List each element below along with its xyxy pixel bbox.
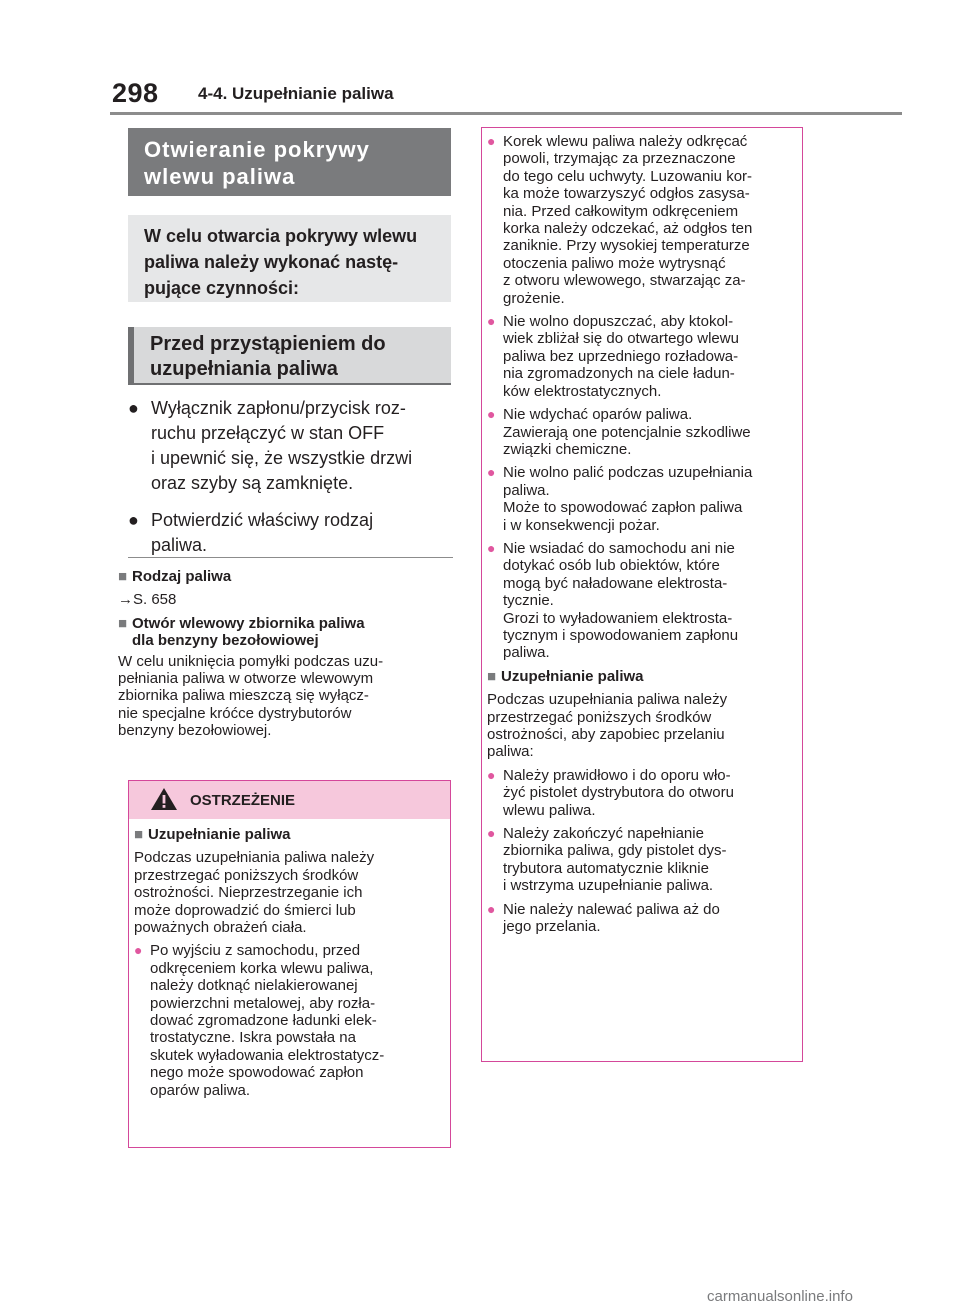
text-line: dować zgromadzone ładunki elek-	[150, 1012, 377, 1030]
header-rule	[110, 112, 902, 115]
text-line: benzyny bezołowiowej.	[118, 722, 272, 740]
text-line: skutek wyładowania elektrostatycz-	[150, 1046, 385, 1064]
chapter-title: 4-4. Uzupełnianie paliwa	[198, 84, 394, 103]
list-item	[487, 901, 799, 936]
note-paragraph	[118, 653, 454, 740]
text-line: powoli, trzymając za przeznaczone	[503, 150, 736, 168]
bullet-icon: ●	[487, 766, 496, 783]
note-heading-text: Rodzaj paliwa	[132, 568, 232, 585]
intro-line: paliwa należy wykonać nastę-	[144, 252, 399, 272]
text-line: W celu uniknięcia pomyłki podczas uzu-	[118, 652, 384, 670]
text-line: Należy prawidłowo i do oporu wło-	[503, 766, 731, 784]
square-bullet-icon: ■	[134, 826, 144, 843]
bullet-icon: ●	[487, 313, 496, 330]
bullet-icon: ●	[487, 539, 496, 556]
text-line: zaniknie. Przy wysokiej temperaturze	[503, 237, 750, 255]
text-line: związki chemiczne.	[503, 440, 632, 458]
text-line: Korek wlewu paliwa należy odkręcać	[503, 133, 748, 150]
text-line: z otworu wlewowego, stwarzając za-	[503, 272, 746, 290]
text-line: powierzchni metalowej, aby rozła-	[150, 994, 376, 1012]
text-line: jego przelania.	[503, 918, 601, 936]
heading-line: Otwieranie pokrywy	[144, 137, 370, 162]
text-line: ka może towarzyszyć odgłos zasysa-	[503, 185, 750, 203]
list-line: Potwierdzić właściwy rodzaj	[151, 510, 374, 530]
heading-line: uzupełniania paliwa	[150, 358, 338, 380]
heading-line: wlewu paliwa	[144, 164, 296, 189]
watermark: carmanualsonline.info	[707, 1288, 853, 1305]
heading-line: Przed przystąpieniem do	[150, 333, 386, 355]
text-line: Nie wolno dopuszczać, aby ktokol-	[503, 313, 734, 331]
text-line: Zawierają one potencjalnie szkodliwe	[503, 423, 751, 441]
warning-label: OSTRZEŻENIE	[190, 792, 296, 809]
text-line: Należy zakończyć napełnianie	[503, 825, 704, 843]
text-line: zbiornika paliwa, gdy pistolet dys-	[503, 842, 727, 860]
divider	[128, 557, 453, 558]
list-item	[487, 464, 799, 534]
bullet-icon: ●	[134, 942, 143, 959]
note-heading-filler-opening	[118, 615, 454, 650]
list-item	[487, 406, 799, 458]
subsection-heading-before-refuel	[128, 327, 451, 385]
text-line: tycznie.	[503, 592, 554, 610]
list-item	[134, 942, 446, 1099]
warning-body	[134, 826, 446, 1099]
text-line: Po wyjściu z samochodu, przed	[150, 942, 361, 960]
text-line: odkręceniem korka wlewu paliwa,	[150, 959, 374, 977]
text-line: poważnych obrażeń ciała.	[134, 919, 307, 937]
section-heading-opening	[128, 128, 451, 196]
text-line: paliwa:	[487, 743, 534, 761]
text-line: mogą być naładowane elektrosta-	[503, 574, 728, 592]
text-line: pełniania paliwa w otworze wlewowym	[118, 670, 374, 688]
warning-intro	[134, 849, 446, 936]
text-line: paliwa bez uprzedniego rozładowa-	[503, 347, 739, 365]
text-line: Nie należy nalewać paliwa aż do	[503, 900, 720, 918]
warning-triangle-icon	[150, 787, 178, 811]
page-number: 298	[112, 78, 159, 108]
bullet-icon: ●	[487, 406, 496, 423]
list-line: oraz szyby są zamknięte.	[151, 473, 354, 493]
intro-line: pujące czynności:	[144, 278, 300, 298]
text-line: dotykać osób lub obiektów, które	[503, 557, 720, 575]
list-item	[487, 825, 799, 895]
text-line: do tego celu uchwyty. Luzowaniu kor-	[503, 167, 753, 185]
text-line: wiek zbliżał się do otwartego wlewu	[503, 330, 739, 348]
list-item	[487, 767, 799, 819]
list-line: ruchu przełączyć w stan OFF	[151, 423, 385, 443]
text-line: nia zgromadzonych na ciele ładun-	[503, 365, 735, 383]
text-line: nia. Przed całkowitym odkręceniem	[503, 202, 739, 220]
warning-section-heading	[487, 668, 799, 685]
text-line: Nie wsiadać do samochodu ani nie	[503, 539, 735, 557]
text-line: oparów paliwa.	[150, 1081, 251, 1099]
page-reference[interactable]: →S. 658	[118, 591, 177, 609]
bullet-icon: ●	[128, 510, 139, 530]
text-line: żyć pistolet dystrybutora do otworu	[503, 784, 734, 802]
text-line: i w konsekwencji pożar.	[503, 516, 660, 534]
text-line: może doprowadzić do śmierci lub	[134, 901, 356, 919]
note-heading-text: Otwór wlewowy zbiornika paliwa	[132, 614, 365, 632]
heading-text: Uzupełnianie paliwa	[148, 826, 291, 843]
text-line: ostrożności. Nieprzestrzeganie ich	[134, 884, 363, 902]
text-line: Podczas uzupełniania paliwa należy	[487, 691, 728, 709]
text-line: Może to spowodować zapłon paliwa	[503, 499, 743, 517]
note-heading-fuel-type	[118, 568, 454, 585]
square-bullet-icon: ■	[118, 614, 128, 632]
text-line: należy dotknąć nielakierowanej	[150, 977, 358, 995]
bullet-icon: ●	[487, 900, 496, 917]
warning-body-continued	[487, 133, 799, 935]
text-line: trostatyczne. Iskra powstała na	[150, 1029, 356, 1047]
list-line: Wyłącznik zapłonu/przycisk roz-	[151, 398, 406, 418]
text-line: paliwa.	[503, 481, 550, 499]
list-item	[487, 313, 799, 400]
intro-box	[128, 215, 451, 302]
bullet-icon: ●	[487, 825, 496, 842]
text-line: Nie wdychać oparów paliwa.	[503, 406, 693, 424]
list-item	[487, 133, 799, 307]
warning-intro	[487, 691, 799, 761]
text-line: trybutora automatycznie kliknie	[503, 859, 709, 877]
text-line: Nie wolno palić podczas uzupełniania	[503, 464, 753, 482]
list-item	[487, 540, 799, 662]
warning-section-heading	[134, 826, 446, 843]
text-line: grożenie.	[503, 289, 565, 307]
text-line: ostrożności, aby zapobiec przelaniu	[487, 726, 725, 743]
list-item	[128, 396, 453, 496]
text-line: korka należy odczekać, aż odgłos ten	[503, 220, 753, 238]
text-line: zbiornika paliwa mieszczą się wyłącz-	[118, 687, 369, 705]
text-line: i wstrzyma uzupełnianie paliwa.	[503, 877, 714, 895]
bullet-icon: ●	[487, 464, 496, 481]
text-line: otoczenia paliwo może wytrysnąć	[503, 254, 726, 272]
text-line: paliwa.	[503, 644, 550, 662]
text-line: przestrzegać poniższych środków	[134, 866, 359, 884]
text-line: tycznym i spowodowaniem zapłonu	[503, 626, 739, 644]
text-line: ków elektrostatycznych.	[503, 382, 662, 400]
bullet-icon: ●	[128, 398, 139, 418]
list-line: paliwa.	[151, 535, 208, 555]
step-list	[128, 396, 453, 570]
square-bullet-icon: ■	[118, 568, 128, 585]
intro-line: W celu otwarcia pokrywy wlewu	[144, 226, 418, 246]
text-line: Grozi to wyładowaniem elektrosta-	[503, 609, 733, 627]
notes-block	[118, 566, 454, 740]
text-line: nego może spowodować zapłon	[150, 1064, 364, 1082]
heading-text: Uzupełnianie paliwa	[501, 667, 644, 685]
bullet-icon: ●	[487, 133, 496, 149]
text-line: nie specjalne króćce dystrybutorów	[118, 704, 352, 722]
square-bullet-icon: ■	[487, 667, 497, 685]
text-line: wlewu paliwa.	[503, 801, 596, 819]
list-item	[128, 508, 453, 558]
note-heading-text: dla benzyny bezołowiowej	[132, 632, 319, 650]
text-line: przestrzegać poniższych środków	[487, 708, 712, 726]
text-line: Podczas uzupełniania paliwa należy	[134, 849, 375, 867]
list-line: i upewnić się, że wszystkie drzwi	[151, 448, 413, 468]
